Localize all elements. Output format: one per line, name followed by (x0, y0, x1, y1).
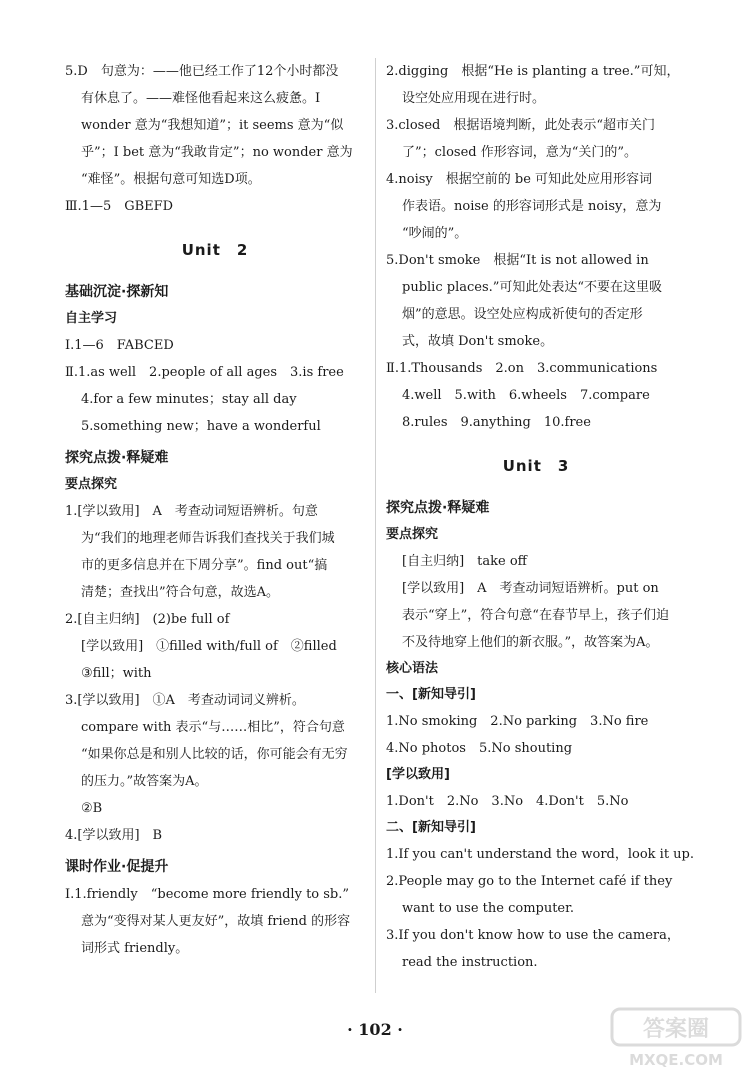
page-number: · 102 · (347, 1020, 403, 1039)
text-line: 5.Don't smoke 根据“It is not allowed in (386, 253, 649, 268)
grammar-part-1-answers (386, 708, 686, 762)
answer-r3 (386, 112, 686, 166)
subsection-heading: 要点探究 (386, 527, 439, 542)
text-line: 4.noisy 根据空前的 be 可知此处应用形容词 (386, 172, 653, 187)
subsection-heading: 自主学习 (65, 311, 118, 326)
text-line: 表示“穿上”，符合句意“在春节早上，孩子们迫 (402, 608, 669, 623)
text-line: 3.closed 根据语境判断，此处表示“超市关门 (386, 118, 656, 133)
text-line: read the instruction. (402, 955, 538, 970)
grammar-part-2-heading: 二、[新知导引] (386, 820, 476, 835)
section-heading: 探究点拨·释疑难 (65, 450, 169, 466)
watermark-logo (610, 1005, 742, 1071)
text-line: 4.well 5.with 6.wheels 7.compare (402, 388, 650, 403)
text-line: 3.If you don't know how to use the camera， (386, 928, 680, 943)
text-line: wonder 意为“我想知道”；it seems 意为“似 (81, 118, 344, 133)
point-4: 4.[学以致用] B (65, 828, 163, 843)
right-column (386, 58, 695, 976)
text-line: want to use the computer. (402, 901, 575, 916)
text-line: 的压力。”故答案为A。 (81, 774, 208, 789)
text-line: 3.[学以致用] ①A 考查动词词义辨析。 (65, 693, 305, 708)
text-line: compare with 表示“与……相比”，符合句意 (81, 720, 345, 735)
text-line: 乎”；I bet 意为“我敢肯定”；no wonder 意为 (81, 145, 353, 160)
text-line: 清楚；查找出”符合句意，故选A。 (81, 585, 280, 600)
text-line: 词形式 friendly。 (81, 941, 189, 956)
text-line: ③fill；with (81, 666, 152, 681)
answer-r2 (386, 58, 686, 112)
svg-text:答案圈: 答案圈 (642, 1017, 710, 1042)
text-line: 式，故填 Don't smoke。 (402, 334, 554, 349)
answer-q5 (65, 58, 365, 193)
key-point-1: [自主归纳] take off (402, 554, 527, 569)
left-column (65, 58, 365, 962)
grammar-practice-heading: [学以致用] (386, 767, 450, 782)
text-line: “难怪”。根据句意可知选D项。 (81, 172, 261, 187)
text-line: 4.No photos 5.No shouting (386, 741, 573, 756)
homework-i (65, 881, 365, 962)
text-line: 作表语。noise 的形容词形式是 noisy，意为 (402, 199, 662, 214)
text-line: 2.People may go to the Internet café if they (386, 874, 673, 889)
text-line: 1.No smoking 2.No parking 3.No fire (386, 714, 649, 729)
point-2 (65, 606, 365, 687)
point-3 (65, 687, 365, 822)
text-line: “如果你总是和别人比较的话，你可能会有无穷 (81, 747, 348, 762)
key-point-2 (386, 575, 686, 656)
text-line: public places.”可知此处表达“不要在这里吸 (402, 280, 663, 295)
text-line: 5.D 句意为：——他已经工作了12个小时都没 (65, 64, 339, 79)
answer-iii: Ⅲ.1—5 GBEFD (65, 199, 174, 214)
text-line: Ⅱ.1.as well 2.people of all ages 3.is free (65, 365, 344, 380)
text-line: 了”；closed 作形容词，意为“关门的”。 (402, 145, 638, 160)
grammar-part-1-heading: 一、[新知导引] (386, 687, 476, 702)
text-line: [学以致用] A 考查动词短语辨析。put on (402, 581, 659, 596)
column-divider (375, 58, 376, 993)
answer-i: Ⅰ.1—6 FABCED (65, 338, 174, 353)
grammar-practice-answers: 1.Don't 2.No 3.No 4.Don't 5.No (386, 794, 629, 809)
text-line: 不及待地穿上他们的新衣服。”，故答案为A。 (402, 635, 659, 650)
text-line: 5.something new；have a wonderful (81, 419, 321, 434)
text-line: Ⅰ.1.friendly “become more friendly to sb.” (65, 887, 350, 902)
text-line: 设空处应用现在进行时。 (402, 91, 546, 106)
unit-2-heading: Unit 2 (181, 241, 249, 259)
text-line: 烟”的意思。设空处应构成祈使句的否定形 (402, 307, 643, 322)
text-line: “吵闹的”。 (402, 226, 468, 241)
text-line: ②B (81, 801, 103, 816)
section-heading: 基础沉淀·探新知 (65, 284, 169, 300)
answer-r5 (386, 247, 686, 355)
answer-r4 (386, 166, 686, 247)
subsection-heading: 要点探究 (65, 477, 118, 492)
text-line: 为“我们的地理老师告诉我们查找关于我们城 (81, 531, 335, 546)
text-line: 4.for a few minutes；stay all day (81, 392, 297, 407)
text-line: 1.[学以致用] A 考查动词短语辨析。句意 (65, 504, 318, 519)
answer-ii (65, 359, 365, 440)
text-line: 1.If you can't understand the word，look it up. (386, 847, 695, 862)
text-line: 市的更多信息并在下周分享”。find out“搞 (81, 558, 328, 573)
unit-3-heading: Unit 3 (502, 457, 570, 475)
answer-r-ii (386, 355, 686, 436)
text-line: 有休息了。——难怪他看起来这么疲惫。I (81, 91, 321, 106)
text-line: Ⅱ.1.Thousands 2.on 3.communications (386, 361, 658, 376)
svg-text:MXQE.COM: MXQE.COM (629, 1051, 723, 1069)
grammar-part-2-answers (386, 841, 695, 976)
text-line: 8.rules 9.anything 10.free (402, 415, 591, 430)
section-heading: 探究点拨·释疑难 (386, 500, 490, 516)
point-1 (65, 498, 365, 606)
core-grammar-heading: 核心语法 (386, 661, 439, 676)
text-line: [学以致用] ①filled with/full of ②filled (81, 639, 337, 654)
text-line: 2.digging 根据“He is planting a tree.”可知， (386, 64, 680, 79)
text-line: 意为“变得对某人更友好”，故填 friend 的形容 (81, 914, 351, 929)
text-line: 2.[自主归纳] (2)be full of (65, 612, 230, 627)
section-heading: 课时作业·促提升 (65, 859, 169, 875)
